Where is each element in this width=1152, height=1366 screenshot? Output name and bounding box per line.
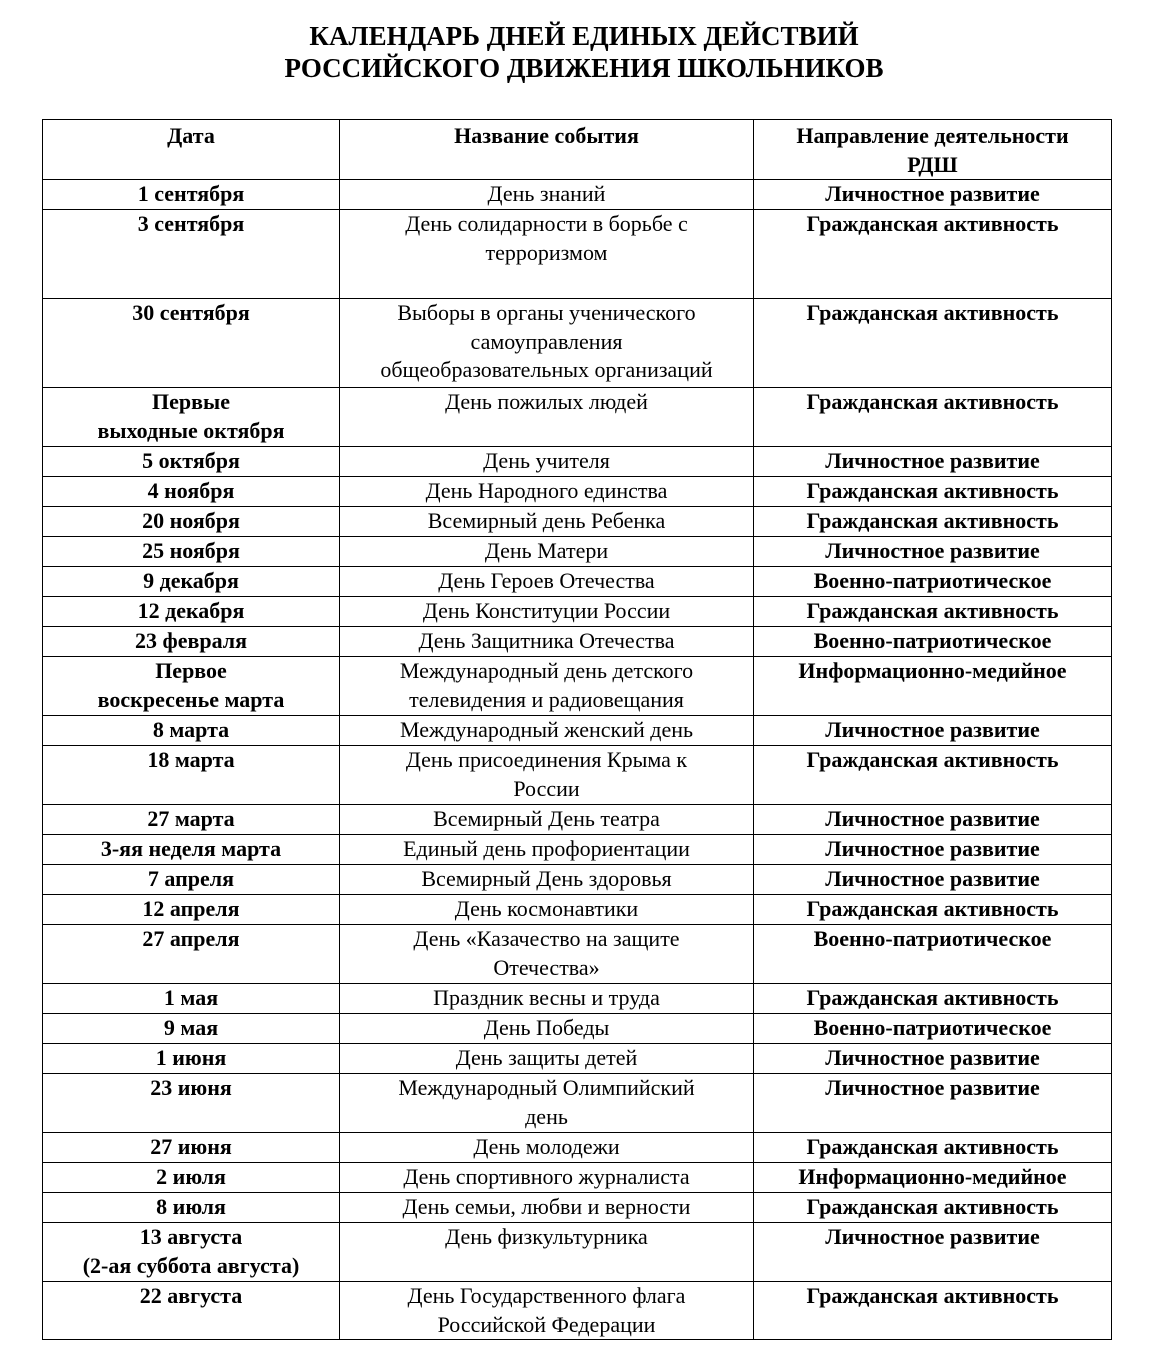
- cell-date: [43, 1133, 340, 1163]
- table-row: [43, 210, 1112, 299]
- cell-event: [340, 984, 754, 1014]
- cell-date-line: 18 марта: [147, 747, 235, 772]
- events-calendar-table: [42, 119, 1112, 1340]
- table-row: [43, 537, 1112, 567]
- cell-date: [43, 180, 340, 210]
- cell-date: [43, 567, 340, 597]
- cell-event-line: Российской Федерации: [437, 1311, 656, 1337]
- cell-date: [43, 865, 340, 895]
- cell-date: [43, 210, 340, 299]
- table-row: [43, 299, 1112, 388]
- cell-date: [43, 746, 340, 805]
- cell-date-line: 4 ноября: [147, 478, 235, 503]
- cell-event: [340, 388, 754, 447]
- cell-date-line: 12 декабря: [137, 598, 245, 623]
- cell-date: [43, 835, 340, 865]
- cell-event: [340, 865, 754, 895]
- cell-event: [340, 1163, 754, 1193]
- table-row: [43, 388, 1112, 447]
- cell-date-line: воскресенье марта: [97, 686, 285, 712]
- cell-direction: Личностное развитие: [754, 1223, 1112, 1282]
- table-row: [43, 1014, 1112, 1044]
- cell-event: [340, 567, 754, 597]
- cell-event-line: День космонавтики: [454, 896, 639, 921]
- cell-event-line: Международный Олимпийский: [398, 1075, 695, 1100]
- cell-event-line: День знаний: [487, 181, 606, 206]
- cell-event-line: Праздник весны и труда: [433, 985, 660, 1010]
- table-row: [43, 597, 1112, 627]
- table-header-row: [43, 120, 1112, 180]
- cell-event-line: День Защитника Отечества: [418, 628, 675, 653]
- cell-event-line: День Победы: [483, 1015, 610, 1040]
- cell-event: [340, 477, 754, 507]
- cell-event: [340, 746, 754, 805]
- cell-event-line: Международный женский день: [399, 717, 694, 742]
- cell-event-line: Всемирный День здоровья: [421, 866, 672, 891]
- cell-event-line: День присоединения Крыма к: [405, 747, 688, 772]
- cell-date-line: Первые: [152, 389, 230, 414]
- table-row: [43, 1044, 1112, 1074]
- cell-direction: Личностное развитие: [754, 1074, 1112, 1133]
- table-row: [43, 1193, 1112, 1223]
- table-row: [43, 805, 1112, 835]
- cell-date-line: 1 мая: [163, 985, 219, 1010]
- cell-date: [43, 1074, 340, 1133]
- cell-date-line: 3-яя неделя марта: [100, 836, 282, 861]
- table-row: [43, 1163, 1112, 1193]
- cell-date-line: 9 мая: [163, 1015, 219, 1040]
- cell-event-line: общеобразовательных организаций: [380, 357, 713, 382]
- cell-date-line: 23 июня: [150, 1075, 232, 1100]
- cell-event: [340, 1074, 754, 1133]
- cell-event-line: самоуправления: [470, 328, 623, 354]
- title-line-2: РОССИЙСКОГО ДВИЖЕНИЯ ШКОЛЬНИКОВ: [284, 53, 884, 83]
- cell-date: [43, 1223, 340, 1282]
- cell-event: [340, 627, 754, 657]
- table-row: [43, 447, 1112, 477]
- cell-date-line: 30 сентября: [132, 300, 250, 325]
- cell-event: [340, 1223, 754, 1282]
- cell-date: [43, 447, 340, 477]
- cell-date-line: 3 сентября: [137, 211, 245, 236]
- cell-event-line: День Народного единства: [425, 478, 668, 503]
- cell-direction: Гражданская активность: [754, 299, 1112, 388]
- cell-event-line: День физкультурника: [445, 1224, 648, 1249]
- cell-direction: Личностное развитие: [754, 537, 1112, 567]
- cell-event: [340, 657, 754, 716]
- cell-event-line: День Матери: [484, 538, 609, 563]
- cell-date: [43, 627, 340, 657]
- cell-event-line: День солидарности в борьбе с: [405, 211, 688, 236]
- cell-event: [340, 1193, 754, 1223]
- cell-date-line: 20 ноября: [142, 508, 240, 533]
- cell-direction: Личностное развитие: [754, 180, 1112, 210]
- cell-event-line: телевидения и радиовещания: [409, 686, 684, 712]
- cell-date-line: 2 июля: [156, 1164, 226, 1189]
- cell-event-line: России: [513, 775, 580, 801]
- table-row: [43, 477, 1112, 507]
- cell-date: [43, 1014, 340, 1044]
- cell-date-line: 7 апреля: [147, 866, 235, 891]
- cell-date: [43, 895, 340, 925]
- cell-date: [43, 388, 340, 447]
- table-row: [43, 984, 1112, 1014]
- cell-event-line: День Государственного флага: [407, 1283, 686, 1308]
- table-row: [43, 627, 1112, 657]
- cell-direction: Личностное развитие: [754, 805, 1112, 835]
- cell-direction: Гражданская активность: [754, 388, 1112, 447]
- cell-date-line: 5 октября: [142, 448, 240, 473]
- cell-event: [340, 1044, 754, 1074]
- header-date: Дата: [43, 120, 340, 180]
- cell-direction: Личностное развитие: [754, 716, 1112, 746]
- cell-event: [340, 716, 754, 746]
- cell-direction: Гражданская активность: [754, 507, 1112, 537]
- table-row: [43, 1133, 1112, 1163]
- cell-date: [43, 1193, 340, 1223]
- cell-event-line: День «Казачество на защите: [413, 926, 680, 951]
- cell-date: [43, 805, 340, 835]
- cell-date: [43, 925, 340, 984]
- cell-date: [43, 537, 340, 567]
- cell-date-line: 12 апреля: [142, 896, 240, 921]
- cell-date-line: 25 ноября: [142, 538, 240, 563]
- cell-event-line: Выборы в органы ученического: [397, 300, 696, 325]
- cell-event-line: день: [525, 1103, 568, 1129]
- cell-date-line: 9 декабря: [143, 568, 239, 593]
- cell-event: [340, 895, 754, 925]
- cell-direction: Личностное развитие: [754, 835, 1112, 865]
- header-direction-line-1: Направление деятельности: [796, 123, 1069, 148]
- table-row: [43, 1223, 1112, 1282]
- cell-date-line: 8 марта: [152, 717, 230, 742]
- cell-direction: Гражданская активность: [754, 477, 1112, 507]
- table-row: [43, 1282, 1112, 1340]
- cell-date: [43, 657, 340, 716]
- table-row: [43, 567, 1112, 597]
- cell-date-line: 1 июня: [155, 1045, 227, 1070]
- table-row: [43, 835, 1112, 865]
- cell-direction: Гражданская активность: [754, 984, 1112, 1014]
- cell-direction: Военно-патриотическое: [754, 1014, 1112, 1044]
- cell-direction: Гражданская активность: [754, 210, 1112, 299]
- cell-event: [340, 1133, 754, 1163]
- cell-event-line: Всемирный День театра: [433, 806, 660, 831]
- cell-date-line: 23 февраля: [134, 628, 248, 653]
- cell-direction: Гражданская активность: [754, 895, 1112, 925]
- title-line-1: КАЛЕНДАРЬ ДНЕЙ ЕДИНЫХ ДЕЙСТВИЙ: [309, 21, 859, 51]
- cell-event-line: День Конституции России: [422, 598, 671, 623]
- cell-direction: Информационно-медийное: [754, 1163, 1112, 1193]
- cell-event-line: терроризмом: [485, 239, 608, 265]
- cell-date-line: Первое: [155, 658, 227, 683]
- cell-event: [340, 1014, 754, 1044]
- cell-event-line: День молодежи: [473, 1134, 620, 1159]
- cell-direction: Военно-патриотическое: [754, 627, 1112, 657]
- table-row: [43, 925, 1112, 984]
- cell-date-line: 27 марта: [147, 806, 235, 831]
- cell-event: [340, 507, 754, 537]
- cell-event-line: Международный день детского: [399, 658, 694, 683]
- cell-event: [340, 537, 754, 567]
- table-row: [43, 180, 1112, 210]
- cell-date: [43, 1044, 340, 1074]
- cell-date-line: 13 августа: [139, 1224, 243, 1249]
- cell-event: [340, 925, 754, 984]
- header-direction: [754, 120, 1112, 180]
- table-row: [43, 716, 1112, 746]
- cell-direction: Личностное развитие: [754, 865, 1112, 895]
- cell-date: [43, 1163, 340, 1193]
- cell-event-line: Отечества»: [493, 954, 600, 980]
- header-event: Название события: [340, 120, 754, 180]
- cell-event-line: День защиты детей: [455, 1045, 638, 1070]
- cell-date-line: 1 сентября: [137, 181, 245, 206]
- cell-date-line: 27 апреля: [142, 926, 240, 951]
- cell-event-line: Единый день профориентации: [403, 836, 690, 861]
- cell-direction: Военно-патриотическое: [754, 567, 1112, 597]
- header-direction-line-2: РДШ: [907, 151, 958, 177]
- cell-direction: Личностное развитие: [754, 1044, 1112, 1074]
- cell-date: [43, 716, 340, 746]
- cell-direction: Гражданская активность: [754, 1133, 1112, 1163]
- cell-event-line: День спортивного журналиста: [403, 1164, 690, 1189]
- cell-direction: Гражданская активность: [754, 1282, 1112, 1340]
- table-row: [43, 746, 1112, 805]
- table-row: [43, 1074, 1112, 1133]
- cell-event: [340, 1282, 754, 1340]
- cell-event: [340, 180, 754, 210]
- table-row: [43, 865, 1112, 895]
- cell-date: [43, 477, 340, 507]
- cell-direction: Гражданская активность: [754, 597, 1112, 627]
- cell-event: [340, 805, 754, 835]
- table-row: [43, 657, 1112, 716]
- cell-date-line: 22 августа: [139, 1283, 243, 1308]
- cell-event-line: День учителя: [483, 448, 610, 473]
- table-row: [43, 895, 1112, 925]
- cell-direction: Гражданская активность: [754, 746, 1112, 805]
- cell-direction: Информационно-медийное: [754, 657, 1112, 716]
- cell-date: [43, 507, 340, 537]
- cell-date: [43, 984, 340, 1014]
- cell-date: [43, 597, 340, 627]
- cell-event-line: День пожилых людей: [445, 389, 648, 414]
- cell-direction: Военно-патриотическое: [754, 925, 1112, 984]
- cell-event-line: День Героев Отечества: [438, 568, 655, 593]
- cell-date-line: 8 июля: [156, 1194, 226, 1219]
- cell-event-line: День семьи, любви и верности: [402, 1194, 691, 1219]
- cell-event: [340, 447, 754, 477]
- cell-event: [340, 210, 754, 299]
- cell-date-line: (2-ая суббота августа): [82, 1252, 300, 1278]
- cell-direction: Личностное развитие: [754, 447, 1112, 477]
- cell-date: [43, 299, 340, 388]
- cell-event: [340, 299, 754, 388]
- cell-event: [340, 597, 754, 627]
- cell-date-line: выходные октября: [97, 417, 285, 443]
- cell-event: [340, 835, 754, 865]
- cell-event-line: Всемирный день Ребенка: [427, 508, 666, 533]
- cell-date-line: 27 июня: [150, 1134, 232, 1159]
- page-title: [0, 20, 1152, 84]
- table-row: [43, 507, 1112, 537]
- table-body: [43, 180, 1112, 1340]
- cell-date: [43, 1282, 340, 1340]
- cell-direction: Гражданская активность: [754, 1193, 1112, 1223]
